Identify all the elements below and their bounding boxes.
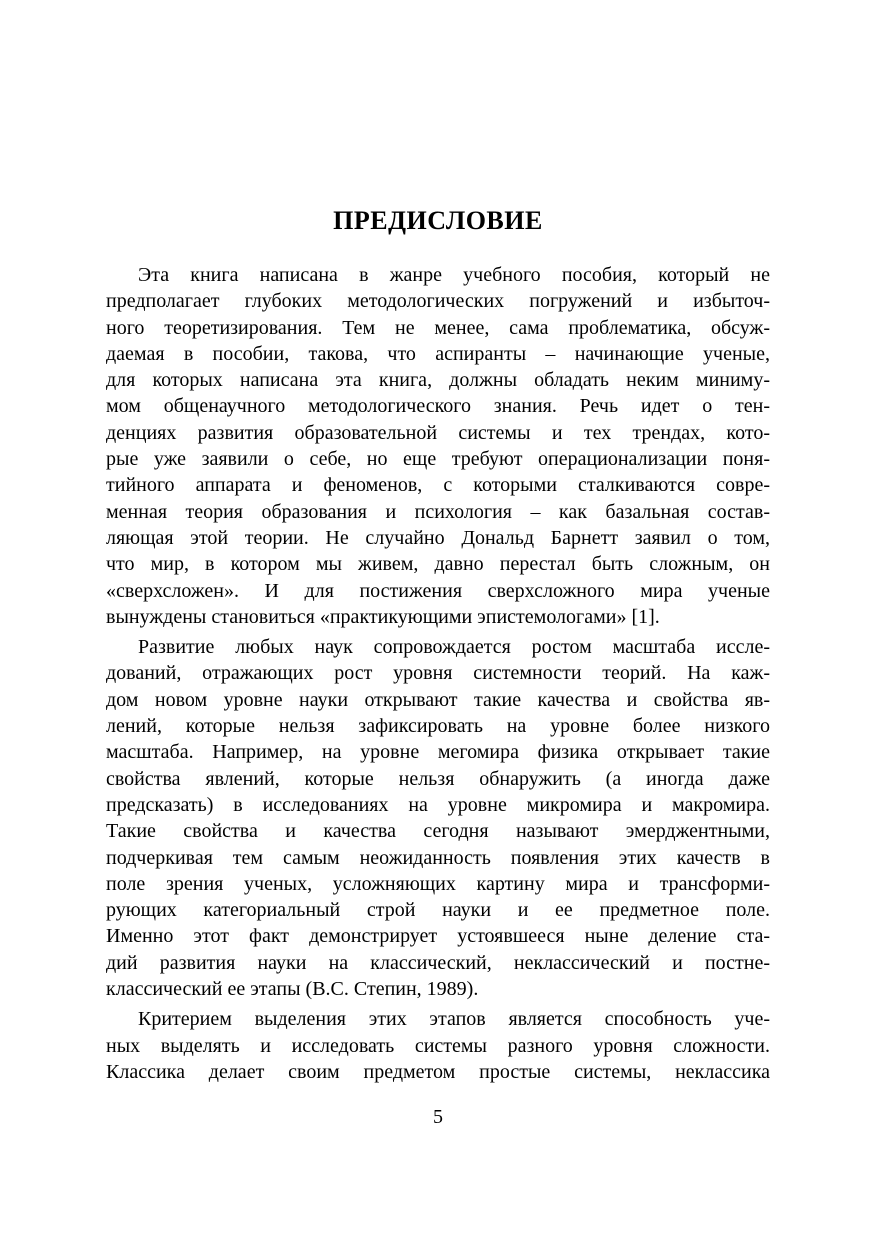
- text-line: что мир, в котором мы живем, давно перестал быть сложным, он: [106, 553, 770, 576]
- text-line: менная теория образования и психология – как базальная состав-: [106, 500, 770, 523]
- page-title: ПРЕДИСЛОВИЕ: [333, 206, 543, 235]
- text-line: дований, отражающих рост уровня системности теорий. На каж-: [106, 662, 770, 685]
- text-line: даемая в пособии, такова, что аспиранты – начинающие ученые,: [106, 342, 770, 365]
- page-number: 5: [433, 1106, 443, 1128]
- paragraph: [106, 634, 770, 1002]
- text-line: поле зрения ученых, усложняющих картину мира и трансформи-: [106, 872, 770, 895]
- text-line: предсказать) в исследованиях на уровне микромира и макромира.: [106, 793, 770, 816]
- text-line: ного теоретизирования. Тем не менее, сама проблематика, обсуж-: [106, 316, 770, 339]
- text-line: лений, которые нельзя зафиксировать на уровне более низкого: [106, 715, 770, 738]
- paragraph: [106, 1006, 770, 1085]
- text-line: дий развития науки на классический, неклассический и постне-: [106, 951, 770, 974]
- paragraph: [106, 262, 770, 630]
- text-line: Развитие любых наук сопровождается ростом масштаба иссле-: [138, 636, 770, 659]
- page-body: [106, 262, 770, 1085]
- text-line: для которых написана эта книга, должны обладать неким миниму-: [106, 369, 770, 392]
- text-line: Такие свойства и качества сегодня называют эмерджентными,: [106, 820, 770, 843]
- text-line: тийного аппарата и феноменов, с которыми сталкиваются совре-: [106, 474, 770, 497]
- text-line: дом новом уровне науки открывают такие качества и свойства яв-: [106, 688, 770, 711]
- text-line: свойства явлений, которые нельзя обнаружить (а иногда даже: [106, 767, 770, 790]
- text-line: Эта книга написана в жанре учебного пособия, который не: [138, 264, 770, 286]
- text-line: ных выделять и исследовать системы разного уровня сложности.: [106, 1034, 770, 1057]
- text-line: масштаба. Например, на уровне мегомира физика открывает такие: [106, 741, 770, 764]
- text-line: мом общенаучного методологического знания. Речь идет о тен-: [106, 395, 770, 418]
- text-line: рые уже заявили о себе, но еще требуют операционализации поня-: [106, 448, 770, 471]
- text-line: Критерием выделения этих этапов является способность уче-: [138, 1008, 770, 1031]
- text-line: вынуждены становиться «практикующими эпистемологами» [1].: [106, 605, 660, 628]
- text-line: подчеркивая тем самым неожиданность появления этих качеств в: [106, 846, 770, 869]
- text-line: предполагает глубоких методологических погружений и избыточ-: [106, 290, 770, 313]
- text-line: ляющая этой теории. Не случайно Дональд Барнетт заявил о том,: [106, 526, 770, 549]
- text-line: Именно этот факт демонстрирует устоявшееся ныне деление ста-: [106, 925, 770, 948]
- text-line: классический ее этапы (В.С. Степин, 1989).: [106, 978, 479, 1001]
- text-line: рующих категориальный строй науки и ее предметное поле.: [106, 899, 770, 922]
- text-line: «сверхсложен». И для постижения сверхсложного мира ученые: [106, 579, 770, 602]
- text-line: денциях развития образовательной системы и тех трендах, кото-: [106, 421, 770, 444]
- text-line: Классика делает своим предметом простые системы, неклассика: [106, 1060, 770, 1083]
